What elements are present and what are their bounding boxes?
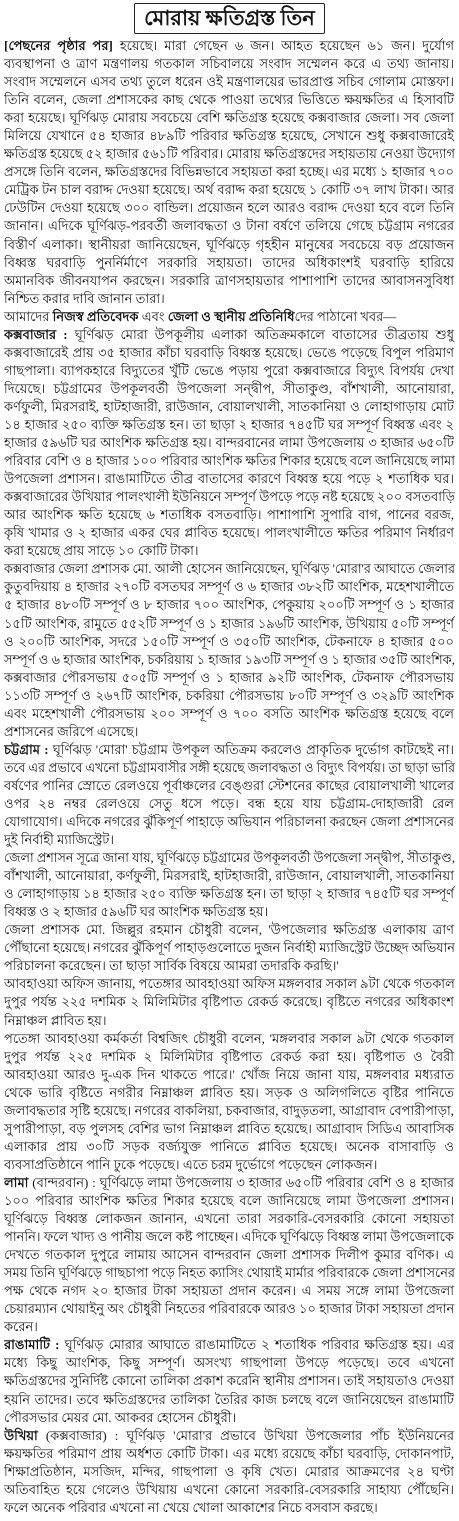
text-line-content: [4, 1391, 454, 1409]
paragraph: [4, 741, 455, 849]
line-text: পৌঁছানো হয়েছে। নগরের ঝুঁকিপূর্ণ পাহাড়গুলোতে দুজন নির্বাহী ম্যাজিস্ট্রেট উচ্ছেদ অভিযান: [4, 940, 455, 956]
line-text: থেকে ভারি বৃষ্টিতে নগরীর নিম্নাঞ্চল প্লাবিত হয়। সড়ক ও অলিগলিতে বৃষ্টির পানিতে: [4, 1084, 454, 1100]
text-line: [4, 777, 455, 795]
line-text: জেলা প্রশাসন সূত্রে জানা যায়, ঘূর্ণিঝড়ে চট্টগ্রামের উপকূলবর্তী উপজেলা সন্দ্বীপ, সীতাকুণ্ড,: [4, 850, 455, 866]
text-line-content: [4, 145, 455, 163]
text-line-content: [4, 1174, 454, 1192]
text-line-content: [4, 127, 454, 145]
line-text: কক্সবাজার পৌরসভায় ৫০৫টি সম্পূর্ণ ও ১ হাজার ৯২টি আংশিক, টেকনাফ পৌরসভায়: [4, 669, 454, 685]
text-line: [4, 199, 455, 217]
paragraph: [4, 37, 455, 308]
text-line-content: [4, 290, 165, 308]
text-line: [4, 163, 455, 181]
text-line: [4, 1264, 455, 1282]
text-line: [4, 181, 455, 199]
text-line-content: [4, 236, 454, 254]
text-line-content: [4, 55, 454, 73]
text-line: [4, 344, 455, 362]
text-line-content: [4, 1048, 454, 1066]
line-text: ক্ষয়ক্ষতির পরিমাণ প্রায় অর্ধশত কোটি টাকা। এর মধ্যে রয়েছে কাঁচা ঘরবাড়ি, দোকানপাট,: [4, 1445, 454, 1461]
line-text: কক্সবাজার জেলা প্রশাসক মো. আলী হোসেন জানিয়েছেন, ঘূর্ণিঝড় 'মোরা'র আঘাতে জেলার: [4, 561, 455, 577]
line-text: দের পাঠানো খবর—: [294, 308, 397, 324]
text-line: [4, 993, 455, 1011]
text-line-content: [4, 506, 454, 524]
line-text: এলাকার প্রায় ৩০টি সড়ক বর্জ্যযুক্ত পানিতে প্লাবিত হয়েছে। অনেক বাসাবাড়ি ও: [4, 1138, 454, 1154]
text-line: [4, 55, 455, 73]
text-line-content: [4, 452, 455, 470]
text-line-content: [4, 1084, 454, 1102]
line-text: ঘূর্ণিঝড়ে বিধ্বস্ত লোকজন জানান, এখনো তারা সরকারি-বেসরকারি কোনো সহায়তা: [4, 1211, 454, 1227]
text-line: [4, 1481, 455, 1499]
text-line-content: [4, 37, 454, 55]
text-line: [4, 1192, 455, 1210]
bold-text: জেলা ও স্থানীয় প্রতিনিধি: [167, 308, 295, 324]
line-text: বাঁশখালী, আনোয়ারা, কর্ণফুলী, মিরসরাই, হাটহাজারী, রাউজান, বোয়ালখালী, সাতকানিয়া: [4, 868, 454, 884]
text-line-content: [4, 362, 454, 380]
text-line-content: [4, 1228, 454, 1246]
text-line: [4, 73, 455, 91]
paragraph: [4, 326, 455, 561]
bold-text: কক্সবাজার :: [4, 326, 68, 342]
text-line-content: [4, 813, 454, 831]
line-text: দেখতে গতকাল দুপুরে লামায় আসেন বান্দরবান জেলা প্রশাসক দিলীপ কুমার বণিক। এ: [4, 1247, 454, 1263]
line-text: ফলে অনেক পরিবার এখনো না খেয়ে খোলা আকাশের নিচে বসবাস করছে।: [4, 1499, 378, 1515]
text-line: [4, 1318, 455, 1336]
text-line: [4, 1138, 455, 1156]
text-line: [4, 1174, 455, 1192]
text-line: [4, 326, 455, 344]
text-line-content: [4, 741, 454, 759]
text-line-content: [4, 903, 268, 921]
text-line-content: [4, 398, 454, 416]
line-text: সংবাদ সম্মেলনে এসব তথ্য তুলে ধরেন ওই মন্ত্রণালয়ের ভারপ্রাপ্ত সচিব গোলাম মোস্তফা।: [4, 74, 454, 90]
line-text: দুপুর পর্যন্ত ২২৫ দশমিক ২ মিলিমিটার বৃষ্টিপাত রেকর্ড করেছে। বৃষ্টিতে নগরের অধিকাংশ: [4, 994, 454, 1010]
text-line: [4, 1445, 455, 1463]
text-line-content: [4, 1012, 106, 1030]
text-line-content: [4, 1463, 454, 1481]
paragraph: [4, 975, 455, 1029]
text-line: [4, 1246, 455, 1264]
text-line: [4, 506, 455, 524]
text-line-content: [4, 1030, 454, 1048]
text-line: [4, 37, 455, 55]
text-line: [4, 542, 455, 560]
line-text: যোগাযোগ। এদিকে নগরের ঝুঁকিপূর্ণ পাহাড়ে অভিযান পরিচালনা করছেন জেলা প্রশাসনের: [4, 814, 454, 830]
line-text: বর্ষণের পানির স্রোতে রেলওয়ে পূর্বাঞ্চলের বেঙ্গুরা স্টেশনের কাছের বোয়ালখালী খালের: [4, 777, 454, 793]
line-text: দুপুর পর্যন্ত ২২৫ দশমিক ২ মিলিমিটার বৃষ্টিপাত রেকর্ড করা হয়। বৃষ্টিপাত ও বৈরী: [4, 1048, 454, 1064]
line-text: সুপারীপাড়া, বড় পুলসহ বেশির ভাগ নিম্নাঞ্চল প্লাবিত হয়েছে। আগ্রাবাদ সিডিএ আবাসিক: [4, 1120, 454, 1136]
line-text: দিয়েছে। চট্টগ্রামের উপকূলবর্তী উপজেলা সন্দ্বীপ, সীতাকুণ্ড, বাঁশখালী, আনোয়ারা,: [4, 380, 454, 396]
bold-text: নিজস্ব প্রতিবেদক: [52, 308, 139, 324]
text-line-content: [4, 1138, 454, 1156]
line-text: পৌরসভার মেয়র মো. আকবর হোসেন চৌধুরী।: [4, 1409, 237, 1425]
text-line-content: [4, 199, 454, 217]
line-text: মেট্রিক টন চাল বরাদ্দ দেওয়া হয়েছে। অর্থ বরাদ্দ করা হয়েছে ১ কোটি ৩৭ লাখ টাকা। আর: [4, 182, 454, 198]
line-text: ও লোহাগাড়ায় ১৪ হাজার ২৫০ ব্যক্তি ক্ষতিগ্রস্ত হন। তা ছাড়া ২ হাজার ৭৪৫টি ঘর সম্পূর্ণ: [4, 886, 454, 902]
text-line-content: [4, 163, 454, 181]
text-line-content: [4, 1066, 454, 1084]
text-line: [4, 687, 455, 705]
text-line-content: [4, 1192, 454, 1210]
line-text: কক্সবাজারের উখিয়ার পালংখালী ইউনিয়নে সম্পূর্ণ উপড়ে পড়ে নষ্ট হয়েছে ২০০ বসতবাড়ি: [4, 489, 455, 505]
text-line: [4, 109, 455, 127]
text-line: [4, 362, 455, 380]
line-text: জানান। এদিকে ঘূর্ণিঝড়-পরবর্তী জলাবদ্ধতা ও টানা বর্ষণে তলিয়ে গেছে চট্টগ্রাম নগরের: [4, 218, 454, 234]
text-line: [4, 452, 455, 470]
text-line-content: [4, 1409, 236, 1427]
text-line-content: [4, 470, 454, 488]
text-line-content: [4, 867, 454, 885]
paragraph: [4, 1336, 455, 1426]
line-text: কর্ণফুলী, মিরসরাই, হাটহাজারী, রাউজান, বোয়ালখালী, সাতকানিয়া ও লোহাগাড়ায় মোট: [4, 398, 454, 414]
text-line: [4, 1282, 455, 1300]
line-text: প্রশাসনের জরিপে এসেছে।: [4, 723, 139, 739]
text-line: [4, 849, 455, 867]
text-line: [4, 1300, 455, 1318]
text-line: [4, 308, 455, 326]
line-text: সম্পূর্ণ ও ৬ হাজার আংশিক, চকরিয়ায় ১ হাজার ১৯৩টি সম্পূর্ণ ও ১ হাজার ৩৫টি আংশিক,: [4, 651, 455, 667]
text-line-content: [4, 1427, 454, 1445]
text-line: [4, 1391, 455, 1409]
text-line-content: [4, 759, 455, 777]
line-text: মধ্যে কিছু আংশিক, কিছু সম্পূর্ণ। অসংখ্য গাছপালা উপড়ে পড়েছে। তবে এখনো: [4, 1355, 454, 1371]
text-line-content: [4, 91, 454, 109]
line-text: অমানবিক জীবনযাপন করছেন। সরকারি ত্রাণসহায়তার পাশাপাশি তাদের আবাসনসুবিধা: [4, 272, 454, 288]
text-line: [4, 1354, 455, 1372]
text-line-content: [4, 1264, 455, 1282]
text-line: [4, 705, 455, 723]
text-line: [4, 380, 455, 398]
line-text: পরিবার বেশি ও ৪ হাজার ১০০ পরিবার আংশিক ক্ষতির শিকার হয়েছে বলে জানিয়েছে লামা: [4, 453, 455, 469]
text-line: [4, 1156, 455, 1174]
text-line-content: [4, 578, 454, 596]
line-text: আবহাওয়া অফিস জানায়, পতেঙ্গার আবহাওয়া অফিস মঙ্গলবার সকাল ৯টা থেকে গতকাল: [4, 976, 455, 992]
text-line-content: [4, 687, 454, 705]
text-line: [4, 813, 455, 831]
line-text: কুতুবদিয়ায় ৪ হাজার ২৭০টি বসতঘর সম্পূর্ণ ও ৬ হাজার ৩৮২টি আংশিক, মহেশখালীতে: [4, 579, 454, 595]
text-line-content: [4, 1354, 454, 1372]
line-text: ওপর ২৪ নম্বর রেলওয়ে সেতু ধসে পড়ে। বন্ধ হয়ে যায় চট্টগ্রাম-দোহাজারী রেল: [4, 795, 454, 811]
text-line: [4, 615, 455, 633]
line-text: পতেঙ্গা আবহাওয়া কর্মকর্তা বিশ্বজিৎ চৌধুরী বলেন, 'মঙ্গলবার সকাল ৯টা থেকে গতকাল: [4, 1030, 454, 1046]
text-line: [4, 145, 455, 163]
text-line-content: [4, 1481, 454, 1499]
text-line: [4, 885, 455, 903]
line-text: করা হয়েছে। ঘূর্ণিঝড় মোরায় সবচেয়ে বেশি ক্ষতিগ্রস্ত হয়েছে কক্সবাজার জেলা। সব জেলা: [4, 110, 454, 126]
text-line: [4, 939, 455, 957]
text-line: [4, 633, 455, 651]
line-text: এবং: [138, 308, 168, 324]
line-text: পাননি। ফলে খাদ্য ও পানীয় জলে কষ্ট পাচ্ছেন। এদিকে ঘূর্ণিঝড়ে বিধ্বস্ত লামা উপজেলাকে: [4, 1229, 454, 1245]
line-text: চেয়ারম্যান থোয়াইনু অং চৌধুরী নিহতের পরিবারকে আরও ১০ হাজার টাকা সহায়তা প্রদান: [4, 1301, 455, 1317]
line-text: এবং মহেশখালী পৌরসভায় ২০০ সম্পূর্ণ ও ৭০০ বসতি আংশিক ক্ষতিগ্রস্ত হয়েছে বলে: [4, 705, 454, 721]
text-line-content: [4, 957, 339, 975]
text-line-content: [4, 669, 454, 687]
text-line: [4, 217, 455, 235]
text-line-content: [4, 633, 454, 651]
text-line-content: [4, 1300, 454, 1318]
line-text: প্রসঙ্গে তিনি বলেন, ক্ষতিগ্রস্তদের বিভিন্নভাবে সহায়তা করা হচ্ছে। এর মধ্যে ১ হাজার ৭০০: [4, 164, 454, 180]
text-line: [4, 1066, 455, 1084]
text-line-content: [4, 615, 454, 633]
text-line-content: [4, 993, 454, 1011]
bold-text: [পেছনের পৃষ্ঠার পর]: [4, 38, 113, 53]
paragraph: [4, 1174, 455, 1336]
text-line: [4, 416, 455, 434]
line-text: (কক্সবাজার) : ঘূর্ণিঝড় 'মোরা'র প্রভাবে উখিয়া উপজেলার পাঁচ ইউনিয়নের: [37, 1427, 454, 1443]
text-line-content: [4, 73, 454, 91]
text-line-content: [4, 723, 138, 741]
line-text: তবে এর প্রভাবে এখনো চট্টগ্রামবাসীর সঙ্গী হয়েছে জলাবদ্ধতা ও বিদ্যুৎ বিপর্যয়। তা ছাড়া ভারি: [4, 759, 455, 775]
text-line: [4, 1012, 455, 1030]
text-line: [4, 560, 455, 578]
text-line: [4, 1372, 455, 1390]
text-line-content: [4, 542, 199, 560]
line-text: ঘূর্ণিঝড় মোরার আঘাতে রাঙামাটিতে ২ শতাধিক পরিবার ক্ষতিগ্রস্ত হয়। এর: [59, 1337, 454, 1353]
text-line-content: [4, 975, 455, 993]
text-line-content: [4, 921, 454, 939]
text-line-content: [4, 1156, 377, 1174]
text-line: [4, 1228, 455, 1246]
text-line: [4, 1336, 455, 1354]
line-text: ঘূর্ণিঝড় মোরা উপকূলীয় এলাকা অতিক্রমকালে বাতাসের তীব্রতায় শুধু: [67, 326, 454, 342]
text-line: [4, 127, 455, 145]
line-text: নিম্নাঞ্চল প্লাবিত হয়।: [4, 1012, 107, 1028]
headline: মোরায় ক্ষতিগ্রস্ত তিন: [134, 3, 325, 34]
text-line-content: [4, 651, 455, 669]
text-line: [4, 290, 455, 308]
text-line: [4, 1030, 455, 1048]
line-text: তিনি বলেন, জেলা প্রশাসকের কাছ থেকে পাওয়া তথ্যের ভিত্তিতে ক্ষয়ক্ষতির এ হিসাবটি: [4, 92, 454, 108]
text-line: [4, 524, 455, 542]
text-line-content: [4, 705, 454, 723]
line-text: নিশ্চিত করার দাবি জানান তারা।: [4, 290, 165, 306]
line-text: পরিচালনা করেছেন। তা ছাড়া সার্বিক বিষয়ে আমরা তদারকি করছি।': [4, 958, 339, 974]
text-line-content: [4, 1499, 378, 1517]
line-text: ১১৩টি সম্পূর্ণ ও ২৬৭টি আংশিক, চকরিয়া পৌরসভায় ৮০টি সম্পূর্ণ ও ৩২৯টি আংশিক: [4, 687, 454, 703]
text-line-content: [4, 777, 454, 795]
text-line-content: [4, 109, 454, 127]
text-line-content: [4, 939, 455, 957]
text-line-content: [4, 217, 454, 235]
line-text: হয়নি তাদের। তবে ক্ষতিগ্রস্তদের তালিকা তৈরির কাজ চলছে বলে জানিয়েছেন রাঙামাটি: [4, 1391, 454, 1407]
text-line-content: [4, 1246, 454, 1264]
text-line: [4, 867, 455, 885]
text-line-content: [4, 344, 454, 362]
text-line-content: [4, 380, 454, 398]
text-line-content: [4, 1282, 454, 1300]
line-text: জেলা প্রশাসক মো. জিল্লুর রহমান চৌধুরী বলেন, 'উপজেলার ক্ষতিগ্রস্ত এলাকায় ত্রাণ: [4, 922, 454, 938]
text-line-content: [4, 1120, 454, 1138]
text-line-content: [4, 885, 454, 903]
text-line-content: [4, 1210, 454, 1228]
text-line: [4, 957, 455, 975]
bold-text: চট্টগ্রাম :: [4, 741, 49, 757]
line-text: শিক্ষাপ্রতিষ্ঠান, মসজিদ, মন্দির, গাছপালা ও কৃষি খেত। মোরার আক্রমণের ২৪ ঘণ্টা: [4, 1463, 454, 1479]
text-line: [4, 669, 455, 687]
text-line-content: [4, 596, 454, 614]
line-text: সময় তিনি ঘূর্ণিঝড়ে গাছচাপা পড়ে নিহত ক্যাসিং থোয়াই মার্মার পরিবারকে জেলা প্রশাসনের: [4, 1265, 455, 1281]
text-line-content: [4, 1318, 38, 1336]
text-line-content: [4, 1102, 454, 1120]
text-line: [4, 578, 455, 596]
paragraph: [4, 849, 455, 921]
line-text: পক্ষ থেকে নগদ ২০ হাজার টাকা সহায়তা প্রদান করেন। এ সময় সঙ্গে লামা উপজেলা: [4, 1283, 454, 1299]
paragraph: [4, 1427, 455, 1517]
text-line: [4, 470, 455, 488]
line-text: দুই নির্বাহী ম্যাজিস্ট্রেট।: [4, 832, 115, 848]
bold-text: লামা: [4, 1174, 29, 1190]
line-text: অতিবাহিত হয়ে গেলেও উখিয়ায় এখনো কোনো সরকারি-বেসরকারি সাহায্য পৌঁছেনি।: [4, 1481, 454, 1497]
line-text: ১৫টি আংশিক, রামুতে ৫৫২টি সম্পূর্ণ ও ১ হাজার ১৯৬টি আংশিক, উখিয়ায় ৫০টি সম্পূর্ণ: [4, 615, 454, 631]
line-text: ১৪ হাজার ২৫০ ব্যক্তি ক্ষতিগ্রস্ত হন। তা ছাড়া ২ হাজার ৭৪৫টি ঘর সম্পূর্ণ বিধ্বস্ত এবং ২: [4, 416, 454, 432]
article-body: [4, 37, 455, 1519]
line-text: ঘূর্ণিঝড় 'মোরা' চট্টগ্রাম উপকূল অতিক্রম করলেও প্রাকৃতিক দুর্ভোগ কাটছেই না।: [48, 741, 454, 757]
line-text: ১০০ পরিবার আংশিক ক্ষতির শিকার হয়েছে বলে জানিয়েছে লামা উপজেলা প্রশাসন।: [4, 1193, 454, 1208]
text-line: [4, 398, 455, 416]
paragraph: [4, 921, 455, 975]
text-line: [4, 1499, 455, 1517]
text-line: [4, 91, 455, 109]
line-text: বিস্তীর্ণ এলাকা। স্থানীয়রা জানিয়েছেন, ঘূর্ণিঝড়ে গৃহহীন মানুষের সবচেয়ে বড় প্রয়োজন: [4, 236, 454, 252]
text-line-content: [4, 272, 454, 290]
text-line: [4, 488, 455, 506]
line-text: ব্যবস্থাপনা ও ত্রাণ মন্ত্রণালয় গতকাল সচিবালয়ে সংবাদ সম্মেলন করে এ তথ্য জানায়।: [4, 56, 454, 72]
line-text: বিধ্বস্ত ঘরবাড়ি পুনর্নির্মাণে সরকারি সহায়তা। তাদের অধিকাংশই ঘরবাড়ি হারিয়ে: [4, 254, 454, 270]
paragraph: [4, 1030, 455, 1174]
text-line: [4, 795, 455, 813]
line-text: আবহাওয়া আরও দু-এক দিন থাকতে পারে।' খোঁজ নিয়ে জানা যায়, মঙ্গলবার মধ্যরাত: [4, 1066, 454, 1082]
line-text: হাজার ৫৯৬টি ঘর আংশিক ক্ষতিগ্রস্ত হয়। বান্দরবানের লামা উপজেলায় ৩ হাজার ৬৫০টি: [4, 435, 454, 451]
text-line: [4, 1120, 455, 1138]
line-text: গাছপালা। ব্যাপকহারে বিদ্যুতের খুঁটি ভেঙে পড়ায় পুরো কক্সবাজারে বিদ্যুৎ বিপর্যয় দেখা: [4, 362, 454, 378]
text-line: [4, 975, 455, 993]
text-line: [4, 1463, 455, 1481]
paragraph: [4, 308, 455, 326]
line-text: মিলিয়ে যেখানে ৫৪ হাজার ৪৮৯টি পরিবার ক্ষতিগ্রস্ত হয়েছে, সেখানে শুধু কক্সবাজারেই: [4, 128, 454, 144]
text-line: [4, 831, 455, 849]
text-line-content: [4, 1372, 454, 1390]
text-line-content: [4, 1336, 454, 1354]
line-text: ব্যবসাপ্রতিষ্ঠানে পানি ঢুকে পড়েছে। এতে চরম দুর্ভোগে পড়েছেন লোকজন।: [4, 1156, 378, 1172]
line-text: উপজেলা প্রশাসন। রাঙামাটিতে তীব্র বাতাসের কারণে বিধ্বস্ত হয়ে পড়ে ২ শতাধিক ঘর।: [4, 471, 454, 487]
text-line-content: [4, 254, 454, 272]
line-text: ঢেউটিন দেওয়া হয়েছে ৩০০ বান্ডিল। প্রয়োজন হলে আরও বরাদ্দ দেওয়া হবে বলে তিনি: [4, 200, 454, 216]
text-line-content: [4, 326, 454, 344]
line-text: জলাবদ্ধতার সৃষ্টি হয়েছে। নগরের বাকলিয়া, চকবাজার, বাদুড়তলা, আগ্রাবাদ বেপারীপাড়া,: [4, 1102, 454, 1118]
line-text: আর আংশিক ক্ষতি হয়েছে ৬ শতাধিক বসতবাড়ি। পাশাপাশি সুপারি বাগ, পানের বরজ,: [4, 507, 454, 523]
line-text: ক্ষতিগ্রস্ত হয়েছে ৫২ হাজার ৫৬১টি পরিবার। মোরায় ক্ষতিগ্রস্তদের সহায়তায় নেওয়া উদ্যোগ: [4, 146, 455, 162]
text-line: [4, 1427, 455, 1445]
line-text: আমাদের: [4, 308, 53, 324]
text-line: [4, 723, 455, 741]
text-line-content: [4, 849, 455, 867]
text-line: [4, 741, 455, 759]
line-text: ৫ হাজার ৪৮০টি সম্পূর্ণ ও ৮ হাজার ৭০০ আংশিক, পেকুয়ায় ২০০টি সম্পূর্ণ ও ১ হাজার: [4, 597, 454, 613]
bold-text: রাঙামাটি :: [4, 1337, 60, 1353]
text-line-content: [4, 524, 454, 542]
text-line: [4, 1210, 455, 1228]
line-text: কৃষি খামার ও ২ হাজার একর ঘের প্লাবিত হয়েছে। পালংখালীতে ক্ষতির পরিমাণ নির্ধারণ: [4, 525, 454, 541]
text-line-content: [4, 416, 454, 434]
text-line: [4, 1048, 455, 1066]
line-text: করা হয়েছে প্রায় সাড়ে ১০ কোটি টাকা।: [4, 543, 199, 559]
text-line-content: [4, 308, 396, 326]
line-text: কক্সবাজারেই প্রায় ৩৫ হাজার কাঁচা ঘরবাড়ি বিধ্বস্ত হয়েছে। ভেঙে পড়েছে বিপুল পরিমাণ: [4, 344, 454, 360]
headline-area: [0, 3, 459, 34]
text-line: [4, 921, 455, 939]
line-text: হয়েছে। মারা গেছেন ৬ জন। আহত হয়েছেন ৬১ জন। দুর্যোগ: [112, 38, 454, 53]
text-line-content: [4, 560, 455, 578]
text-line: [4, 759, 455, 777]
line-text: ক্ষতিগ্রস্তদের সুনির্দিষ্ট কোনো তালিকা প্রকাশ করেনি স্থানীয় প্রশাসন। তাই সহায়তাও দেওয়া: [4, 1373, 454, 1389]
text-line-content: [4, 831, 114, 849]
text-line-content: [4, 795, 454, 813]
text-line-content: [4, 488, 455, 506]
bold-text: উখিয়া: [4, 1427, 38, 1443]
line-text: করেন।: [4, 1319, 38, 1335]
text-line-content: [4, 1445, 454, 1463]
text-line: [4, 1409, 455, 1427]
line-text: বিধ্বস্ত ও ২ হাজার ৫৯৬টি ঘর আংশিক ক্ষতিগ্রস্ত হয়।: [4, 904, 269, 920]
text-line: [4, 434, 455, 452]
text-line: [4, 1084, 455, 1102]
text-line: [4, 254, 455, 272]
text-line: [4, 903, 455, 921]
line-text: ও ২০০টি আংশিক, সদরে ১৫০টি সম্পূর্ণ ও ৩৫০টি আংশিক, টেকনাফে ৪ হাজার ৫০০: [4, 633, 454, 649]
text-line: [4, 272, 455, 290]
text-line: [4, 651, 455, 669]
text-line: [4, 1102, 455, 1120]
text-line-content: [4, 434, 454, 452]
text-line: [4, 596, 455, 614]
line-text: (বান্দরবান) : ঘূর্ণিঝড়ে লামা উপজেলায় ৩ হাজার ৬৫০টি পরিবার বেশি ও ৪ হাজার: [28, 1174, 454, 1190]
paragraph: [4, 560, 455, 740]
text-line-content: [4, 181, 454, 199]
text-line: [4, 236, 455, 254]
